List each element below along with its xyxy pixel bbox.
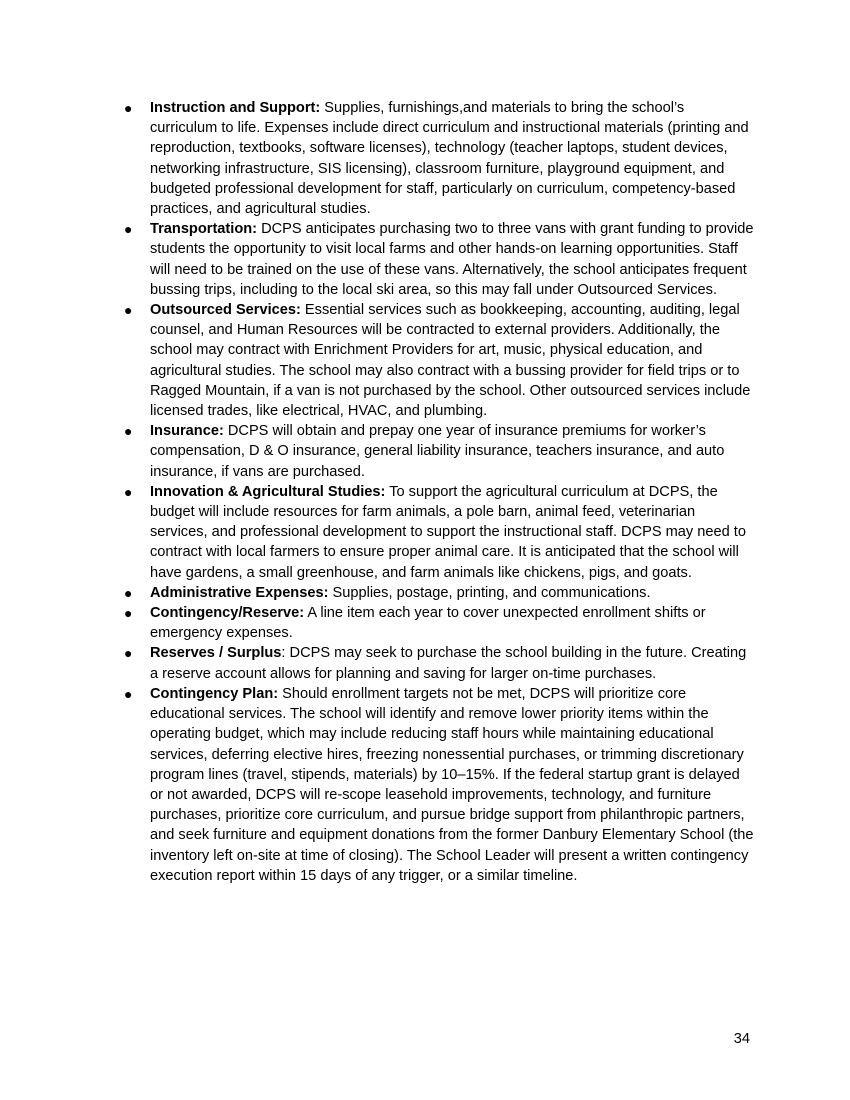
bullet-icon: ● xyxy=(124,483,133,500)
list-item-insurance xyxy=(124,421,754,482)
bullet-icon: ● xyxy=(124,584,133,601)
bullet-icon: ● xyxy=(124,645,133,662)
item-title: Contingency Plan: xyxy=(150,685,279,702)
item-title: Innovation & Agricultural Studies: xyxy=(150,483,386,500)
item-text: Supplies, furnishings,and materials to bring the school’s curriculum to life. Expenses include direct curriculum and instructional materials (printing and reproduction, textbooks, software licenses), technology (teacher laptops, student devices, networking infrastructure, SIS licensing), classroom furniture, playground equipment, and budgeted professional development for staff, particularly on curriculum, competency-based practices, and agricultural studies. xyxy=(150,100,749,218)
item-title: Reserves / Surplus xyxy=(150,645,282,662)
item-text: DCPS will obtain and prepay one year of insurance premiums for worker’s compensation, D & O insurance, general liability insurance, teachers insurance, and auto insurance, if vans are purchased. xyxy=(150,423,725,480)
item-text: Should enrollment targets not be met, DCPS will prioritize core educational services. The school will identify and remove lower priority items within the operating budget, which may include reducing staff hours while maintaining educational services, deferring elective hires, freezing nonessential purchases, or trimming discretionary program lines (travel, stipends, materials) by 10–15%. If the federal startup grant is delayed or not awarded, DCPS will re-scope leasehold improvements, technology, and furniture purchases, prioritize core curriculum, and pursue bridge support from philanthropic partners, and seek furniture and equipment donations from the former Danbury Elementary School (the inventory left on-site at time of closing). The School Leader will present a written contingency execution report within 15 days of any trigger, or a similar timeline. xyxy=(150,685,754,884)
item-title: Transportation: xyxy=(150,221,258,238)
item-text: DCPS anticipates purchasing two to three vans with grant funding to provide students the opportunity to visit local farms and other hands-on learning opportunities. Staff will need to be trained on the use of these vans. Alternatively, the school anticipates frequent bussing trips, including to the local ski area, so this may fall under Outsourced Services. xyxy=(150,221,754,298)
item-title: Administrative Expenses: xyxy=(150,584,329,601)
bullet-icon: ● xyxy=(124,221,133,238)
page-number: 34 xyxy=(733,1031,750,1047)
bullet-icon: ● xyxy=(124,100,133,116)
item-text: Supplies, postage, printing, and communications. xyxy=(328,584,651,601)
item-title: Outsourced Services: xyxy=(150,302,301,319)
bullet-icon: ● xyxy=(124,685,133,702)
item-title: Contingency/Reserve: xyxy=(150,605,305,622)
item-text: : DCPS may seek to purchase the school building in the future. Creating a reserve account allows for planning and saving for larger on-time purchases. xyxy=(150,645,747,682)
list-item-transportation xyxy=(124,219,754,300)
item-title: Instruction and Support: xyxy=(150,100,321,116)
bullet-icon: ● xyxy=(124,605,133,622)
list-item-instruction-support xyxy=(124,98,754,219)
list-item-outsourced-services xyxy=(124,300,754,421)
item-title: Insurance: xyxy=(150,423,224,440)
list-item-reserves-surplus xyxy=(124,643,754,683)
item-text: Essential services such as bookkeeping, accounting, auditing, legal counsel, and Human Resources will be contracted to external providers. Additionally, the school may contract with Enrichment Providers for art, music, physical education, and agricultural studies. The school may also contract with a bussing provider for field trips or to Ragged Mountain, if a van is not purchased by the school. Other outsourced services include licensed trades, like electrical, HVAC, and plumbing. xyxy=(150,302,751,420)
list-item-innovation-agricultural xyxy=(124,482,754,583)
list-item-contingency-reserve xyxy=(124,603,754,643)
bullet-icon: ● xyxy=(124,302,133,319)
bullet-icon: ● xyxy=(124,423,133,440)
item-text: To support the agricultural curriculum at DCPS, the budget will include resources for farm animals, a pole barn, animal feed, veterinarian services, and professional development to support the instructional staff. DCPS may need to contract with local farmers to ensure proper animal care. It is anticipated that the school will have gardens, a small greenhouse, and farm animals like chickens, pigs, and goats. xyxy=(150,483,746,581)
budget-bullet-list xyxy=(124,98,754,886)
list-item-administrative-expenses xyxy=(124,583,754,603)
list-item-contingency-plan xyxy=(124,684,754,886)
item-text: A line item each year to cover unexpected enrollment shifts or emergency expenses. xyxy=(150,605,706,642)
